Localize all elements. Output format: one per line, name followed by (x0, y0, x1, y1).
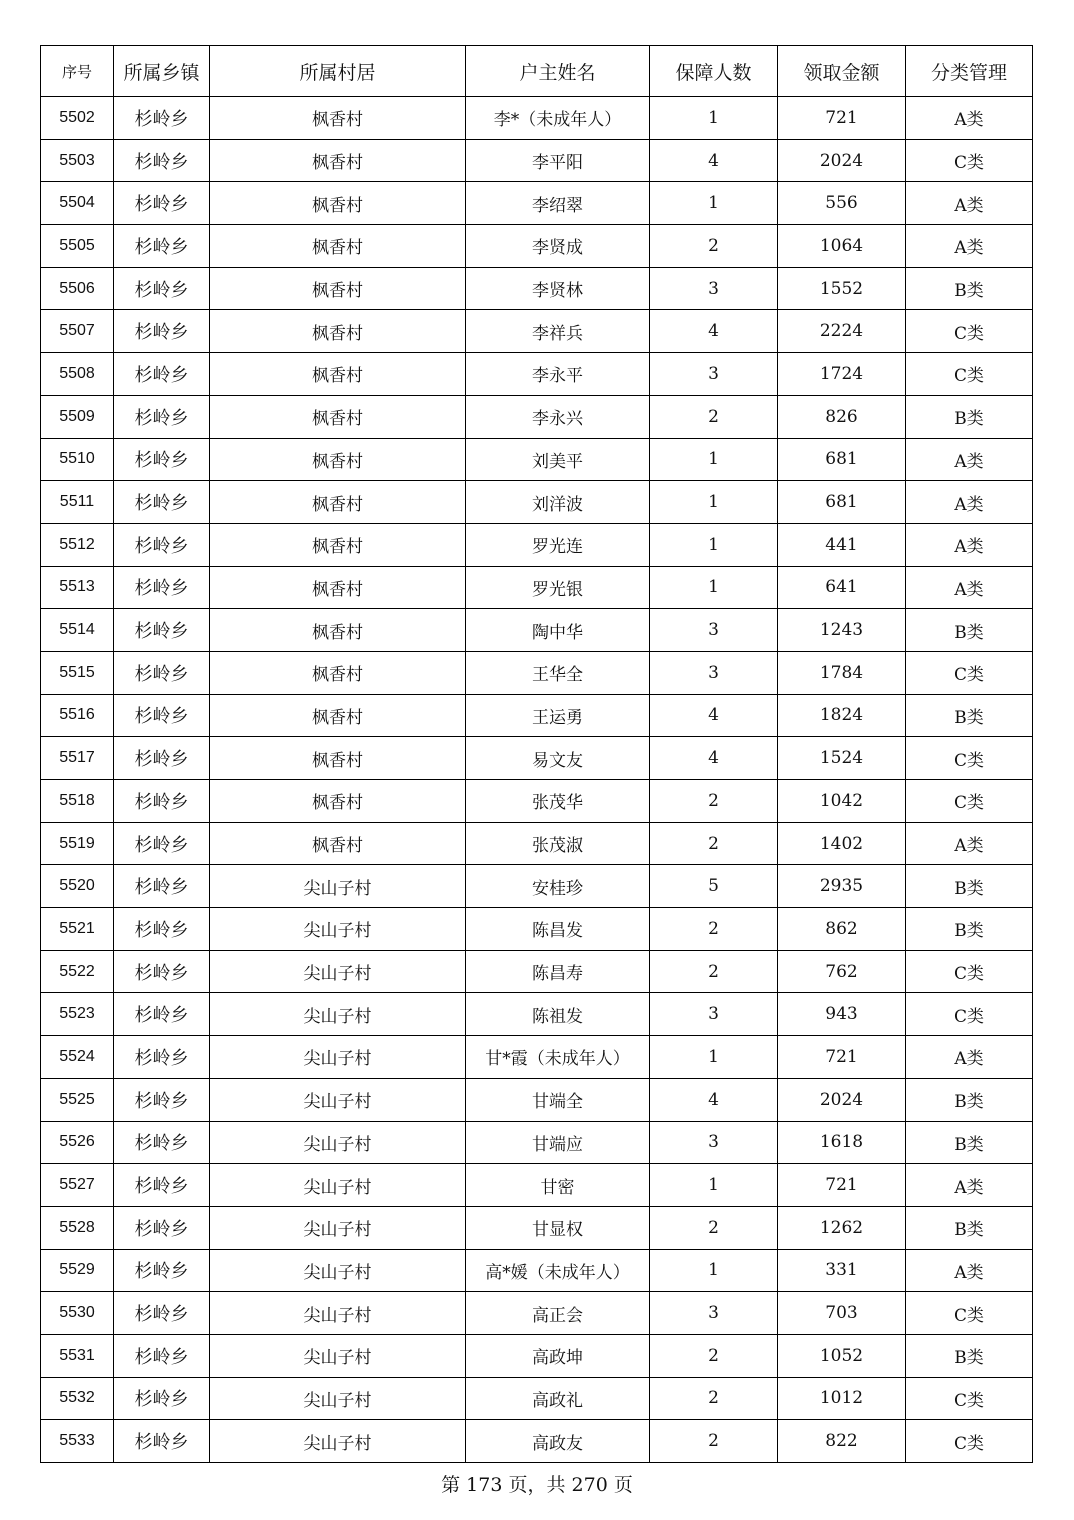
cell-village: 枫香村 (210, 267, 466, 310)
cell-name: 王运勇 (466, 694, 650, 737)
cell-town: 杉岭乡 (114, 780, 210, 823)
cell-category: C类 (906, 993, 1033, 1036)
cell-seq: 5518 (41, 780, 114, 823)
cell-village: 尖山子村 (210, 1292, 466, 1335)
cell-name: 高政坤 (466, 1334, 650, 1377)
cell-seq: 5525 (41, 1078, 114, 1121)
cell-town: 杉岭乡 (114, 950, 210, 993)
cell-name: 陈昌寿 (466, 950, 650, 993)
cell-category: C类 (906, 310, 1033, 353)
cell-village: 枫香村 (210, 566, 466, 609)
cell-people: 1 (650, 481, 778, 524)
cell-name: 王华全 (466, 651, 650, 694)
cell-town: 杉岭乡 (114, 651, 210, 694)
cell-amount: 441 (778, 523, 906, 566)
cell-people: 1 (650, 523, 778, 566)
cell-village: 尖山子村 (210, 1078, 466, 1121)
cell-people: 2 (650, 1206, 778, 1249)
cell-people: 4 (650, 694, 778, 737)
cell-town: 杉岭乡 (114, 1036, 210, 1079)
cell-seq: 5507 (41, 310, 114, 353)
cell-village: 枫香村 (210, 395, 466, 438)
cell-category: B类 (906, 1078, 1033, 1121)
cell-village: 枫香村 (210, 780, 466, 823)
cell-people: 3 (650, 267, 778, 310)
table-row (41, 481, 1033, 524)
cell-amount: 721 (778, 1036, 906, 1079)
cell-village: 尖山子村 (210, 1206, 466, 1249)
cell-category: C类 (906, 1292, 1033, 1335)
cell-people: 3 (650, 651, 778, 694)
table-row (41, 950, 1033, 993)
table-row (41, 1036, 1033, 1079)
cell-category: A类 (906, 1036, 1033, 1079)
cell-people: 1 (650, 566, 778, 609)
cell-village: 尖山子村 (210, 950, 466, 993)
cell-category: A类 (906, 438, 1033, 481)
cell-category: A类 (906, 523, 1033, 566)
cell-town: 杉岭乡 (114, 1121, 210, 1164)
table-row (41, 822, 1033, 865)
cell-seq: 5520 (41, 865, 114, 908)
cell-people: 1 (650, 97, 778, 140)
table-row (41, 97, 1033, 140)
cell-category: C类 (906, 780, 1033, 823)
cell-people: 1 (650, 1036, 778, 1079)
cell-name: 陈祖发 (466, 993, 650, 1036)
cell-people: 1 (650, 182, 778, 225)
table-row (41, 566, 1033, 609)
cell-people: 4 (650, 310, 778, 353)
cell-amount: 826 (778, 395, 906, 438)
cell-name: 甘端应 (466, 1121, 650, 1164)
cell-name: 罗光连 (466, 523, 650, 566)
header-name: 户主姓名 (466, 46, 650, 97)
cell-town: 杉岭乡 (114, 310, 210, 353)
header-people: 保障人数 (650, 46, 778, 97)
cell-town: 杉岭乡 (114, 822, 210, 865)
cell-amount: 331 (778, 1249, 906, 1292)
cell-amount: 862 (778, 908, 906, 951)
cell-name: 李永兴 (466, 395, 650, 438)
cell-village: 枫香村 (210, 438, 466, 481)
cell-seq: 5504 (41, 182, 114, 225)
cell-name: 李永平 (466, 353, 650, 396)
cell-village: 枫香村 (210, 97, 466, 140)
cell-seq: 5523 (41, 993, 114, 1036)
cell-name: 李绍翠 (466, 182, 650, 225)
table-row (41, 438, 1033, 481)
cell-name: 高政礼 (466, 1377, 650, 1420)
cell-village: 尖山子村 (210, 1420, 466, 1463)
cell-category: A类 (906, 225, 1033, 268)
table-row (41, 1078, 1033, 1121)
header-row (41, 46, 1033, 97)
cell-town: 杉岭乡 (114, 139, 210, 182)
cell-seq: 5530 (41, 1292, 114, 1335)
cell-amount: 641 (778, 566, 906, 609)
cell-town: 杉岭乡 (114, 481, 210, 524)
cell-seq: 5529 (41, 1249, 114, 1292)
cell-amount: 822 (778, 1420, 906, 1463)
cell-seq: 5505 (41, 225, 114, 268)
cell-people: 2 (650, 1377, 778, 1420)
cell-name: 陶中华 (466, 609, 650, 652)
cell-amount: 1012 (778, 1377, 906, 1420)
cell-town: 杉岭乡 (114, 1420, 210, 1463)
cell-name: 陈昌发 (466, 908, 650, 951)
cell-name: 李平阳 (466, 139, 650, 182)
cell-seq: 5517 (41, 737, 114, 780)
cell-town: 杉岭乡 (114, 993, 210, 1036)
cell-amount: 762 (778, 950, 906, 993)
cell-town: 杉岭乡 (114, 267, 210, 310)
table-row (41, 182, 1033, 225)
cell-town: 杉岭乡 (114, 694, 210, 737)
cell-name: 李贤林 (466, 267, 650, 310)
cell-seq: 5515 (41, 651, 114, 694)
cell-people: 3 (650, 609, 778, 652)
table-row (41, 395, 1033, 438)
table-row (41, 737, 1033, 780)
table-row (41, 310, 1033, 353)
cell-town: 杉岭乡 (114, 609, 210, 652)
cell-amount: 681 (778, 481, 906, 524)
cell-seq: 5519 (41, 822, 114, 865)
benefit-table (40, 45, 1033, 1463)
cell-seq: 5506 (41, 267, 114, 310)
cell-people: 4 (650, 139, 778, 182)
cell-seq: 5516 (41, 694, 114, 737)
cell-amount: 1052 (778, 1334, 906, 1377)
cell-category: C类 (906, 950, 1033, 993)
cell-amount: 556 (778, 182, 906, 225)
cell-seq: 5533 (41, 1420, 114, 1463)
cell-village: 枫香村 (210, 523, 466, 566)
cell-category: B类 (906, 1206, 1033, 1249)
cell-village: 尖山子村 (210, 1036, 466, 1079)
header-seq: 序号 (41, 46, 114, 97)
cell-amount: 1618 (778, 1121, 906, 1164)
cell-people: 3 (650, 1292, 778, 1335)
cell-seq: 5522 (41, 950, 114, 993)
cell-category: C类 (906, 1420, 1033, 1463)
cell-category: C类 (906, 353, 1033, 396)
cell-category: B类 (906, 1121, 1033, 1164)
cell-village: 尖山子村 (210, 1334, 466, 1377)
table-row (41, 865, 1033, 908)
cell-town: 杉岭乡 (114, 566, 210, 609)
cell-town: 杉岭乡 (114, 737, 210, 780)
cell-category: C类 (906, 139, 1033, 182)
table-row (41, 1334, 1033, 1377)
cell-amount: 1552 (778, 267, 906, 310)
cell-name: 甘端全 (466, 1078, 650, 1121)
cell-amount: 1402 (778, 822, 906, 865)
cell-amount: 1824 (778, 694, 906, 737)
cell-seq: 5513 (41, 566, 114, 609)
cell-amount: 2024 (778, 1078, 906, 1121)
cell-town: 杉岭乡 (114, 1377, 210, 1420)
cell-amount: 1064 (778, 225, 906, 268)
cell-seq: 5524 (41, 1036, 114, 1079)
cell-village: 枫香村 (210, 225, 466, 268)
cell-category: B类 (906, 267, 1033, 310)
cell-seq: 5521 (41, 908, 114, 951)
cell-seq: 5527 (41, 1164, 114, 1207)
cell-amount: 2935 (778, 865, 906, 908)
table-row (41, 609, 1033, 652)
cell-seq: 5531 (41, 1334, 114, 1377)
cell-people: 2 (650, 1420, 778, 1463)
cell-amount: 1724 (778, 353, 906, 396)
cell-name: 甘密 (466, 1164, 650, 1207)
header-category: 分类管理 (906, 46, 1033, 97)
cell-village: 枫香村 (210, 822, 466, 865)
cell-name: 甘*霞（未成年人） (466, 1036, 650, 1079)
table-row (41, 780, 1033, 823)
cell-amount: 943 (778, 993, 906, 1036)
cell-seq: 5508 (41, 353, 114, 396)
cell-town: 杉岭乡 (114, 182, 210, 225)
cell-category: B类 (906, 395, 1033, 438)
cell-seq: 5510 (41, 438, 114, 481)
table-row (41, 694, 1033, 737)
cell-people: 3 (650, 353, 778, 396)
cell-amount: 1042 (778, 780, 906, 823)
cell-village: 枫香村 (210, 609, 466, 652)
table-row (41, 993, 1033, 1036)
cell-amount: 703 (778, 1292, 906, 1335)
cell-village: 枫香村 (210, 651, 466, 694)
cell-seq: 5528 (41, 1206, 114, 1249)
cell-people: 3 (650, 1121, 778, 1164)
cell-people: 2 (650, 225, 778, 268)
table-row (41, 1249, 1033, 1292)
table-row (41, 1420, 1033, 1463)
cell-village: 尖山子村 (210, 1377, 466, 1420)
table-row (41, 267, 1033, 310)
cell-name: 罗光银 (466, 566, 650, 609)
cell-name: 甘显权 (466, 1206, 650, 1249)
cell-amount: 2224 (778, 310, 906, 353)
cell-name: 张茂华 (466, 780, 650, 823)
cell-category: A类 (906, 566, 1033, 609)
cell-town: 杉岭乡 (114, 1164, 210, 1207)
table-row (41, 1206, 1033, 1249)
cell-name: 高*媛（未成年人） (466, 1249, 650, 1292)
cell-village: 枫香村 (210, 353, 466, 396)
cell-people: 2 (650, 780, 778, 823)
cell-category: A类 (906, 182, 1033, 225)
cell-town: 杉岭乡 (114, 523, 210, 566)
cell-amount: 1243 (778, 609, 906, 652)
cell-village: 尖山子村 (210, 1164, 466, 1207)
cell-name: 李贤成 (466, 225, 650, 268)
cell-name: 高正会 (466, 1292, 650, 1335)
cell-village: 尖山子村 (210, 993, 466, 1036)
table-row (41, 225, 1033, 268)
cell-people: 2 (650, 822, 778, 865)
cell-village: 尖山子村 (210, 908, 466, 951)
cell-people: 3 (650, 993, 778, 1036)
cell-name: 易文友 (466, 737, 650, 780)
cell-village: 尖山子村 (210, 1249, 466, 1292)
cell-amount: 1262 (778, 1206, 906, 1249)
cell-name: 张茂淑 (466, 822, 650, 865)
cell-people: 1 (650, 1164, 778, 1207)
cell-category: B类 (906, 694, 1033, 737)
cell-seq: 5511 (41, 481, 114, 524)
cell-village: 尖山子村 (210, 865, 466, 908)
cell-town: 杉岭乡 (114, 1206, 210, 1249)
table-row (41, 1121, 1033, 1164)
cell-village: 枫香村 (210, 139, 466, 182)
cell-people: 2 (650, 1334, 778, 1377)
header-amount: 领取金额 (778, 46, 906, 97)
cell-category: A类 (906, 97, 1033, 140)
cell-category: B类 (906, 1334, 1033, 1377)
cell-category: A类 (906, 481, 1033, 524)
cell-category: A类 (906, 822, 1033, 865)
table-body (41, 97, 1033, 1463)
cell-town: 杉岭乡 (114, 1078, 210, 1121)
cell-town: 杉岭乡 (114, 438, 210, 481)
cell-category: C类 (906, 651, 1033, 694)
cell-name: 安桂珍 (466, 865, 650, 908)
table-row (41, 651, 1033, 694)
cell-category: A类 (906, 1249, 1033, 1292)
cell-seq: 5502 (41, 97, 114, 140)
cell-people: 4 (650, 1078, 778, 1121)
cell-seq: 5512 (41, 523, 114, 566)
cell-town: 杉岭乡 (114, 865, 210, 908)
cell-village: 枫香村 (210, 737, 466, 780)
cell-seq: 5503 (41, 139, 114, 182)
cell-category: B类 (906, 609, 1033, 652)
table-row (41, 908, 1033, 951)
cell-village: 尖山子村 (210, 1121, 466, 1164)
cell-amount: 721 (778, 1164, 906, 1207)
cell-people: 2 (650, 950, 778, 993)
cell-name: 刘美平 (466, 438, 650, 481)
cell-village: 枫香村 (210, 310, 466, 353)
table-row (41, 523, 1033, 566)
table-row (41, 1164, 1033, 1207)
cell-seq: 5526 (41, 1121, 114, 1164)
cell-name: 李*（未成年人） (466, 97, 650, 140)
table-row (41, 1377, 1033, 1420)
cell-people: 1 (650, 1249, 778, 1292)
cell-category: B类 (906, 908, 1033, 951)
cell-town: 杉岭乡 (114, 353, 210, 396)
cell-village: 枫香村 (210, 182, 466, 225)
cell-people: 4 (650, 737, 778, 780)
cell-category: A类 (906, 1164, 1033, 1207)
cell-town: 杉岭乡 (114, 225, 210, 268)
cell-people: 1 (650, 438, 778, 481)
cell-town: 杉岭乡 (114, 395, 210, 438)
cell-amount: 721 (778, 97, 906, 140)
cell-people: 2 (650, 908, 778, 951)
cell-seq: 5514 (41, 609, 114, 652)
cell-category: C类 (906, 737, 1033, 780)
cell-seq: 5509 (41, 395, 114, 438)
cell-village: 枫香村 (210, 694, 466, 737)
header-village: 所属村居 (210, 46, 466, 97)
cell-name: 刘洋波 (466, 481, 650, 524)
cell-town: 杉岭乡 (114, 1292, 210, 1335)
cell-amount: 681 (778, 438, 906, 481)
cell-amount: 1784 (778, 651, 906, 694)
cell-category: B类 (906, 865, 1033, 908)
cell-town: 杉岭乡 (114, 1249, 210, 1292)
page-footer: 第 173 页，共 270 页 (441, 1474, 633, 1496)
cell-amount: 2024 (778, 139, 906, 182)
cell-town: 杉岭乡 (114, 97, 210, 140)
cell-category: C类 (906, 1377, 1033, 1420)
cell-name: 李祥兵 (466, 310, 650, 353)
cell-name: 高政友 (466, 1420, 650, 1463)
header-town: 所属乡镇 (114, 46, 210, 97)
cell-amount: 1524 (778, 737, 906, 780)
cell-people: 5 (650, 865, 778, 908)
table-row (41, 353, 1033, 396)
table-row (41, 139, 1033, 182)
cell-seq: 5532 (41, 1377, 114, 1420)
cell-town: 杉岭乡 (114, 1334, 210, 1377)
table-row (41, 1292, 1033, 1335)
cell-town: 杉岭乡 (114, 908, 210, 951)
cell-people: 2 (650, 395, 778, 438)
cell-village: 枫香村 (210, 481, 466, 524)
